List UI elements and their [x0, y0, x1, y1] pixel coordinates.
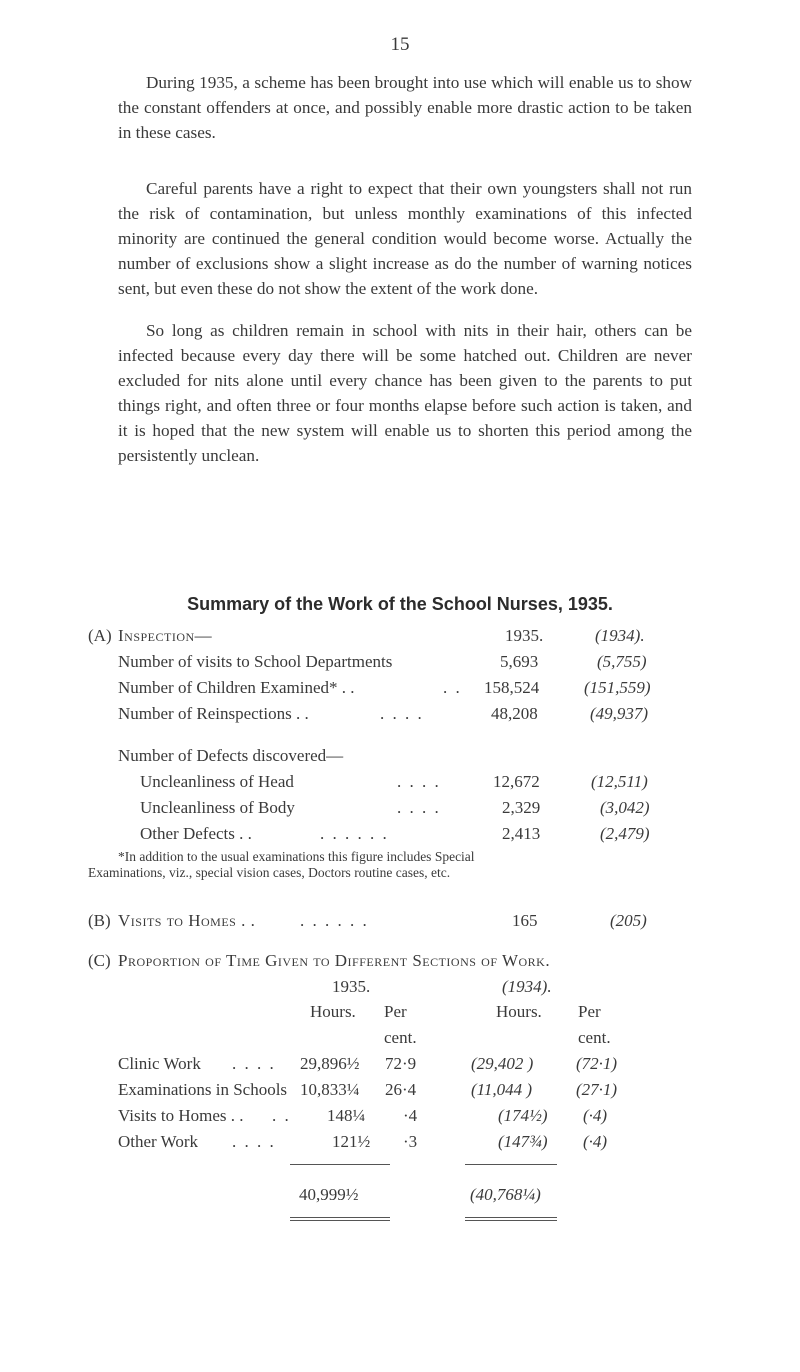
total-rule-bottom2-1934 — [465, 1220, 557, 1221]
a-row-examined-dots: . . — [443, 678, 462, 697]
c-row-exam-hours: 10,833¼ — [300, 1080, 360, 1099]
total-rule-bottom2-1935 — [290, 1220, 390, 1221]
defect-head-label: Uncleanliness of Head — [140, 772, 294, 791]
defect-body-label: Uncleanliness of Body — [140, 798, 295, 817]
section-b-dots: . . . . . . — [300, 911, 369, 930]
paragraph-3: So long as children remain in school with nits in their hair, others can be infected because every day there will be some hatched out. Children are never excluded for nits alone until every chance has been given to the parents to put things right, and often three or four months elapse before such action is taken, and it is hoped that the new system will enable us to shorten this period among the persistently unclean. — [118, 321, 692, 465]
c-row-clinic-hours34: (29,402 ) — [471, 1054, 534, 1073]
c-cent-label-1934: cent. — [578, 1028, 611, 1047]
total-rule-top-1935 — [290, 1164, 390, 1165]
defect-body-1934: (3,042) — [600, 798, 650, 817]
c-year-1935: 1935. — [332, 977, 371, 996]
c-row-visits-label: Visits to Homes . . — [118, 1106, 244, 1125]
c-total-1934: (40,768¼) — [470, 1185, 541, 1204]
c-row-other-pct: ·3 — [403, 1132, 418, 1151]
c-row-visits-hours34: (174½) — [498, 1106, 548, 1125]
paragraph-2: Careful parents have a right to expect that their own youngsters shall not run the risk of contamination, but unless monthly examinations of this infected minority are continued the general condition would become worse. Actually the number of exclusions show a slight increase as do the number of warning notices sent, but even these do not show the extent of the work done. — [118, 179, 692, 298]
a-row-reinspections-1935: 48,208 — [491, 704, 538, 723]
footnote-line-2: Examinations, viz., special vision cases, Doctors routine cases, etc. — [88, 865, 451, 880]
c-row-clinic-pct: 72·9 — [385, 1054, 417, 1073]
section-b-label: (B) — [88, 911, 111, 930]
a-row-visits-1935: 5,693 — [500, 652, 539, 671]
c-row-clinic-hours: 29,896½ — [300, 1054, 360, 1073]
section-c-label: (C) — [88, 951, 111, 970]
col-1935-header: 1935. — [505, 626, 544, 645]
defect-head-dots: . . . . — [397, 772, 441, 791]
footnote-line-1: *In addition to the usual examinations this figure includes Special — [118, 849, 475, 864]
defects-heading: Number of Defects discovered— — [118, 746, 344, 765]
c-row-other-dots: . . . . — [232, 1132, 276, 1151]
c-row-clinic-pct34: (72·1) — [576, 1054, 618, 1073]
a-row-examined-label: Number of Children Examined* . . — [118, 678, 355, 697]
c-per-label-1934: Per — [578, 1002, 601, 1021]
c-row-visits-pct34: (·4) — [583, 1106, 608, 1125]
section-b-1935: 165 — [512, 911, 538, 930]
paragraph-1: During 1935, a scheme has been brought into use which will enable us to show the constant offenders at once, and possibly enable more drastic action to be taken in these cases. — [118, 73, 692, 142]
total-rule-top-1934 — [465, 1164, 557, 1165]
a-row-visits-label: Number of visits to School Departments — [118, 652, 393, 671]
total-rule-bottom-1934 — [465, 1217, 557, 1218]
defect-other-1935: 2,413 — [502, 824, 541, 843]
c-row-exam-pct34: (27·1) — [576, 1080, 618, 1099]
defect-head-1934: (12,511) — [591, 772, 648, 791]
defect-other-label: Other Defects . . — [140, 824, 252, 843]
section-a-label: (A) — [88, 626, 112, 645]
section-a-heading: Inspection— — [118, 626, 213, 645]
page-number: 15 — [390, 34, 410, 55]
section-b-1934: (205) — [610, 911, 647, 930]
a-row-visits-1934: (5,755) — [597, 652, 647, 671]
c-hours-label-1935: Hours. — [310, 1002, 356, 1021]
c-hours-label-1934: Hours. — [496, 1002, 542, 1021]
defect-other-dots: . . . . . . — [320, 824, 389, 843]
defect-body-1935: 2,329 — [502, 798, 541, 817]
defect-head-1935: 12,672 — [493, 772, 540, 791]
a-row-reinspections-1934: (49,937) — [590, 704, 649, 723]
section-c-heading: Proportion of Time Given to Different Sections of Work. — [118, 951, 551, 970]
defect-body-dots: . . . . — [397, 798, 441, 817]
c-row-exam-label: Examinations in Schools — [118, 1080, 288, 1099]
c-row-exam-pct: 26·4 — [385, 1080, 417, 1099]
c-cent-label-1935: cent. — [384, 1028, 417, 1047]
col-1934-header: (1934). — [595, 626, 645, 645]
c-row-visits-hours: 148¼ — [327, 1106, 366, 1125]
a-row-reinspections-dots: . . . . — [380, 704, 424, 723]
c-row-other-label: Other Work — [118, 1132, 198, 1151]
c-total-1935: 40,999½ — [299, 1185, 359, 1204]
c-row-other-hours34: (147¾) — [498, 1132, 548, 1151]
c-row-visits-pct: ·4 — [403, 1106, 418, 1125]
a-row-examined-1935: 158,524 — [484, 678, 540, 697]
c-per-label-1935: Per — [384, 1002, 407, 1021]
c-row-visits-dots: . . — [272, 1106, 291, 1125]
c-row-clinic-label: Clinic Work — [118, 1054, 201, 1073]
c-row-clinic-dots: . . . . — [232, 1054, 276, 1073]
total-rule-bottom-1935 — [290, 1217, 390, 1218]
summary-title: Summary of the Work of the School Nurses, 1935. — [187, 594, 613, 614]
c-row-other-pct34: (·4) — [583, 1132, 608, 1151]
a-row-reinspections-label: Number of Reinspections . . — [118, 704, 309, 723]
c-year-1934: (1934). — [502, 977, 552, 996]
defect-other-1934: (2,479) — [600, 824, 650, 843]
a-row-examined-1934: (151,559) — [584, 678, 651, 697]
section-b-heading: Visits to Homes . . — [118, 911, 256, 930]
c-row-exam-hours34: (11,044 ) — [471, 1080, 533, 1099]
c-row-other-hours: 121½ — [332, 1132, 371, 1151]
